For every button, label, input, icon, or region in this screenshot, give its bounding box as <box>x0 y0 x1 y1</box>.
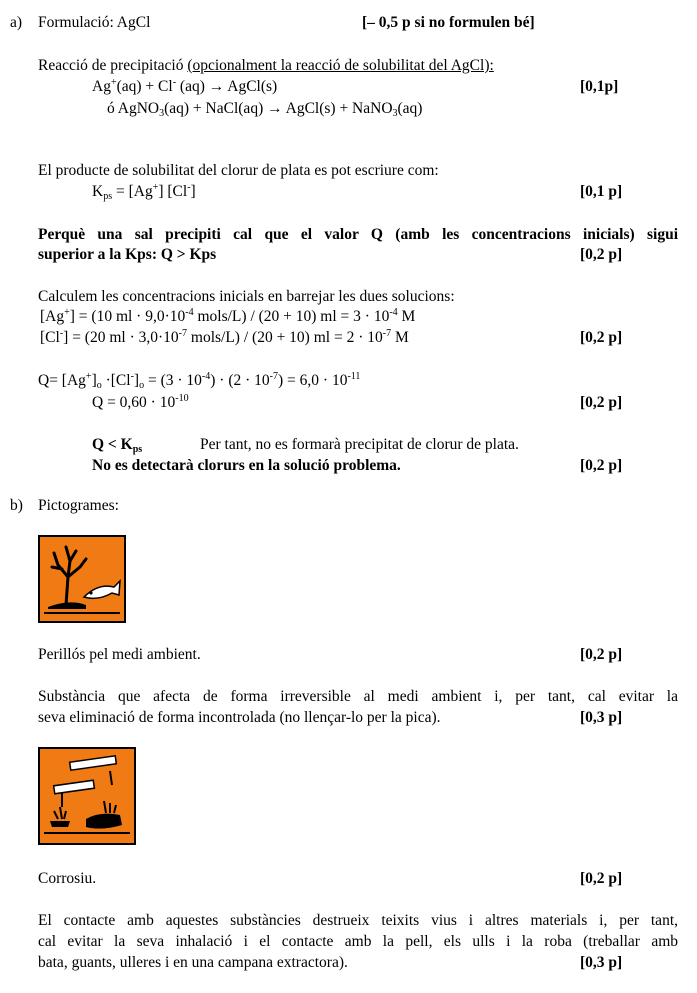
ksp-intro: El producte de solubilitat del clorur de plata es pot escriure com: <box>38 162 439 179</box>
corrosive-hazard-icon <box>38 747 136 845</box>
points-badge: [0,3 p] <box>580 709 623 726</box>
cl-concentration: [Cl-] = (20 ml · $3,0\cdot 10^{-7}$ mols/L) / (20 + 10) ml = $2 \cdot 10^{-7}$ M <box>40 328 409 346</box>
environment-desc-line2: seva eliminació de forma incontrolada (no llençar-lo per la pica). <box>38 709 441 726</box>
part-b-label: b) <box>10 497 23 514</box>
alternative-equation: ó AgNO$_3$(aq) + NaCl(aq) → AgCl(s) + NaNO$_3$(aq) <box>107 100 423 119</box>
corrosive-desc-line1: El contacte amb aquestes substàncies destrueix teixits vius i altres materials i, per tant, <box>38 912 678 929</box>
corrosive-desc-line2: cal evitar la seva inhalació i el contacte amb la pell, els ulls i la roba (treballar amb <box>38 933 678 950</box>
conclusion-bold: No es detectarà clorurs en la solució problema. <box>92 457 401 474</box>
part-a-heading: Formulació: AgCl <box>38 14 151 31</box>
part-a-label: a) <box>10 14 23 31</box>
part-b-heading: Pictogrames: <box>38 497 119 514</box>
points-badge: [0,2 p] <box>580 646 623 663</box>
points-badge: [0,1 p] <box>580 183 623 200</box>
points-badge: [0,2 p] <box>580 870 623 887</box>
reaction-title: Reacció de precipitació (opcionalment la reacció de solubilitat del AgCl): <box>38 57 494 74</box>
points-badge: [0,2 p] <box>580 329 623 346</box>
corrosive-title: Corrosiu. <box>38 870 97 887</box>
points-badge: [0,1p] <box>580 78 619 95</box>
environment-desc-line1: Substància que afecta de forma irreversible al medi ambient i, per tant, cal evitar la <box>38 688 678 705</box>
precipitation-condition-line1: Perquè una sal precipiti cal que el valor Q (amb les concentracions inicials) sigui <box>38 226 678 243</box>
environment-title: Perillós pel medi ambient. <box>38 646 201 663</box>
corrosive-desc-line3: bata, guants, ulleres i en una campana extractora). <box>38 954 348 971</box>
ag-concentration: [Ag+] = (10 ml · $9,0\cdot 10^{-4}$ mols/L) / (20 + 10) ml = $3 \cdot 10^{-4}$ M <box>40 307 416 325</box>
precipitation-condition-line2: superior a la Kps: Q > Kps <box>38 246 217 263</box>
precipitation-equation: Ag+(aq) + Cl- (aq) → AgCl(s) <box>92 77 278 95</box>
q-value: $Q = 0,60 \cdot 10^{-10}$ <box>92 393 189 411</box>
q-calculation: $Q= [Ag^+]_o \cdot[Cl^-]_o = (3 \cdot 10^{-4}) \cdot (2 \cdot 10^{-7}) = 6,0 \cdot 10^{-11}$ <box>38 371 361 391</box>
points-badge: [0,2 p] <box>580 457 623 474</box>
points-badge: [0,2 p] <box>580 394 623 411</box>
conclusion-text: Per tant, no es formarà precipitat de clorur de plata. <box>200 436 519 453</box>
calc-intro: Calculem les concentracions inicials en barrejar les dues solucions: <box>38 288 455 305</box>
formulation-penalty: [– 0,5 p si no formulen bé] <box>362 14 535 31</box>
ksp-expression: $K_{ps} = [Ag^+]$ [Cl-] <box>92 182 196 202</box>
environment-hazard-icon <box>38 535 126 623</box>
points-badge: [0,3 p] <box>580 954 623 971</box>
points-badge: [0,2 p] <box>580 246 623 263</box>
q-vs-ksp: $Q < K_{ps}$ <box>92 436 143 455</box>
